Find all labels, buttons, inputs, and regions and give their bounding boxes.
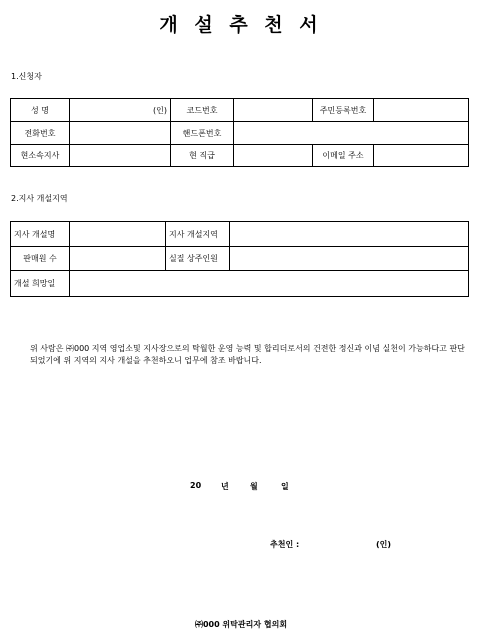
region-row-2	[11, 247, 469, 271]
region-row-1	[11, 222, 469, 247]
phone-field[interactable]	[70, 122, 171, 145]
document-title: 개 설 추 천 서	[159, 14, 323, 36]
applicant-row-1	[11, 99, 469, 122]
date-year: 20	[190, 481, 202, 490]
email-label: 이메일 주소	[313, 145, 374, 167]
recommender-seal: (인)	[376, 540, 392, 549]
branch-name-field[interactable]	[70, 222, 166, 247]
staff-label: 실질 상주인원	[166, 247, 230, 271]
region-table	[10, 221, 469, 297]
sales-count-label: 판매원 수	[11, 247, 70, 271]
resident-no-field[interactable]	[374, 99, 469, 122]
resident-no-label: 주민등록번호	[313, 99, 374, 122]
desired-date-label: 개설 희망일	[11, 271, 70, 297]
current-branch-label: 현소속지사	[11, 145, 70, 167]
code-field[interactable]	[234, 99, 313, 122]
applicant-row-3	[11, 145, 469, 167]
position-label: 현 직급	[171, 145, 234, 167]
position-field[interactable]	[234, 145, 313, 167]
recommender-label: 추천인 :	[270, 540, 300, 549]
organization-name: ㈜000 위탁관리자 협의회	[194, 620, 288, 629]
applicant-table	[10, 98, 469, 167]
seal-mark: (인)	[153, 105, 167, 115]
sales-count-field[interactable]	[70, 247, 166, 271]
date-day-unit: 일	[281, 482, 289, 491]
mobile-field[interactable]	[234, 122, 469, 145]
code-label: 코드번호	[171, 99, 234, 122]
name-label: 성 명	[11, 99, 70, 122]
branch-region-label: 지사 개설지역	[166, 222, 230, 247]
name-field[interactable]	[70, 99, 171, 122]
applicant-row-2	[11, 122, 469, 145]
staff-field[interactable]	[230, 247, 469, 271]
recommendation-paragraph: 위 사람은 ㈜000 지역 영업소및 지사장으로의 탁월한 운영 능력 및 합리더로서의 건전한 정신과 이념 실천이 가능하다고 판단되었기에 위 지역의 지사 개설을 추천하오니 업무에 참조 바랍니다.	[30, 344, 465, 365]
section-region-heading: 2.지사 개설지역	[11, 194, 68, 203]
date-year-unit: 년	[221, 482, 229, 491]
section-applicant-heading: 1.신청자	[11, 72, 42, 81]
mobile-label: 핸드폰번호	[171, 122, 234, 145]
phone-label: 전화번호	[11, 122, 70, 145]
current-branch-field[interactable]	[70, 145, 171, 167]
region-row-3	[11, 271, 469, 297]
branch-name-label: 지사 개설명	[11, 222, 70, 247]
date-month-unit: 월	[250, 482, 258, 491]
desired-date-field[interactable]	[70, 271, 469, 297]
branch-region-field[interactable]	[230, 222, 469, 247]
email-field[interactable]	[374, 145, 469, 167]
